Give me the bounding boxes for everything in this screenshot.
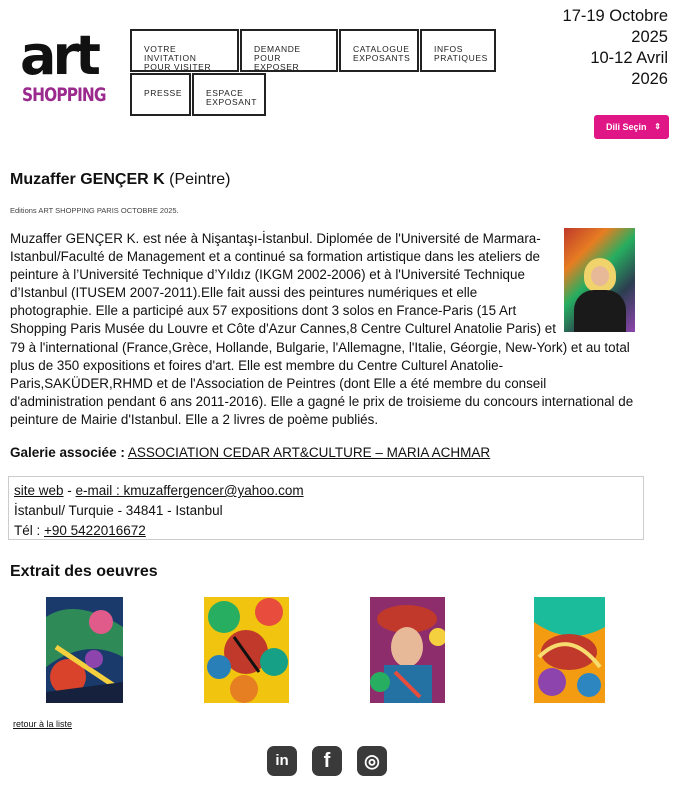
nav-label-line2: EXPOSER (254, 62, 300, 72)
phone-label: Tél : (14, 523, 45, 538)
date-line: 17-19 Octobre (562, 7, 668, 25)
language-select-button[interactable] (594, 115, 669, 139)
date-line: 10-12 Avril (590, 49, 668, 67)
art-shopping-logo[interactable] (20, 24, 110, 110)
nav-exhibit-request-button[interactable] (240, 29, 338, 72)
contact-separator: - (63, 483, 76, 498)
chevron-updown-icon: ⇕ (654, 122, 661, 131)
logo-art-text: art (20, 24, 97, 87)
language-select-label: Dili Seçin (606, 122, 647, 132)
portrait-body (574, 290, 626, 332)
logo-shopping-text: SHOPPING (22, 84, 106, 106)
nav-label-line2: PRATIQUES (434, 53, 488, 63)
nav-label-line1: INFOS (434, 44, 463, 54)
nav-invitation-button[interactable] (130, 29, 239, 72)
gallery-label: Galerie associée : (10, 445, 125, 460)
nav-label-line1: VOTRE INVITATION (144, 44, 197, 63)
artist-title (10, 171, 231, 189)
contact-box (8, 476, 644, 540)
email-link[interactable]: e-mail : kmuzaffergencer@yahoo.com (75, 483, 304, 498)
contact-phone-row (14, 521, 638, 541)
nav-label-line1: DEMANDE POUR (254, 44, 301, 63)
nav-label-line2: EXPOSANT (206, 97, 258, 107)
website-link[interactable]: site web (14, 483, 64, 498)
nav-label-line1: ESPACE (206, 88, 244, 98)
editions-note: Editions ART SHOPPING PARIS OCTOBRE 2025. (10, 206, 179, 215)
nav-exhibitor-space-button[interactable] (192, 73, 266, 116)
facebook-icon[interactable]: f (312, 746, 342, 776)
contact-address: İstanbul/ Turquie - 34841 - Istanbul (14, 503, 223, 518)
artist-name: Muzaffer GENÇER K (10, 171, 165, 188)
event-dates (563, 6, 668, 90)
instagram-icon[interactable]: ◎ (357, 746, 387, 776)
artist-role: (Peintre) (169, 171, 231, 188)
works-section-title: Extrait des oeuvres (10, 563, 158, 580)
portrait-face (591, 266, 609, 286)
phone-link[interactable]: +90 5422016672 (44, 523, 146, 538)
nav-press-button[interactable] (130, 73, 191, 116)
nav-label-line1: PRESSE (144, 88, 183, 98)
artwork-2-image (204, 597, 289, 703)
artwork-4-image (534, 597, 605, 703)
back-to-list-link[interactable]: retour à la liste (13, 719, 73, 729)
nav-label-line1: CATALOGUE (353, 44, 410, 54)
artwork-thumbnail-1[interactable] (46, 597, 123, 703)
date-line: 2026 (631, 70, 668, 88)
artwork-1-image (46, 597, 123, 703)
nav-label-line2: EXPOSANTS (353, 53, 411, 63)
artwork-thumbnail-4[interactable] (534, 597, 605, 703)
contact-links-row (14, 481, 638, 501)
nav-infos-button[interactable] (420, 29, 496, 72)
artwork-thumbnail-2[interactable] (204, 597, 289, 703)
nav-catalogue-button[interactable] (339, 29, 419, 72)
artwork-thumbnail-3[interactable] (370, 597, 445, 703)
artwork-3-image (370, 597, 445, 703)
artist-bio (10, 230, 635, 429)
artist-bio-text: Muzaffer GENÇER K. est née à Nişantaşı-İstanbul. Diplomée de l'Université de Marmara-Istanbul/Faculté de Management et a continué sa formation artistique dans les ateliers de peinture à l’Université Technique d’Yıldız (IKGM 2002-2006) et à l'Université Technique d’Istanbul (ITUSEM 2007-2011).Elle fait aussi des peintures numériques et elle photographie. Elle a participé aux 57 expositions dont 3 solos en France-Paris (15 Art Shopping Paris Musée du Louvre et Côte d'Azur Cannes,8 Centre Culturel Anatolie Paris) et 79 à l'international (France,Grèce, Hollande, Bulgarie, l'Allemagne, l'Italie, Géorgie, New-York) et au total plus de 350 expositions et foires d'art. Elle est membre du Centre Culturel Anatolie-Paris,SAKÜDER,RHMD et de l'Association de Peintres (dont Elle a été membre du conseil d'administration pendant 6 ans 2011-2016). Elle a gagné le prix de troisieme du concours international de peinture de Mairie d'Istanbul. Elle a 2 livres de poème publiés. (10, 231, 634, 427)
linkedin-icon[interactable]: in (267, 746, 297, 776)
nav-label-line2: POUR VISITER (144, 62, 212, 72)
gallery-link[interactable]: ASSOCIATION CEDAR ART&CULTURE – MARIA ACHMAR (127, 445, 491, 460)
artist-portrait-image (564, 228, 635, 332)
date-line: 2025 (631, 28, 668, 46)
associated-gallery (10, 445, 490, 460)
